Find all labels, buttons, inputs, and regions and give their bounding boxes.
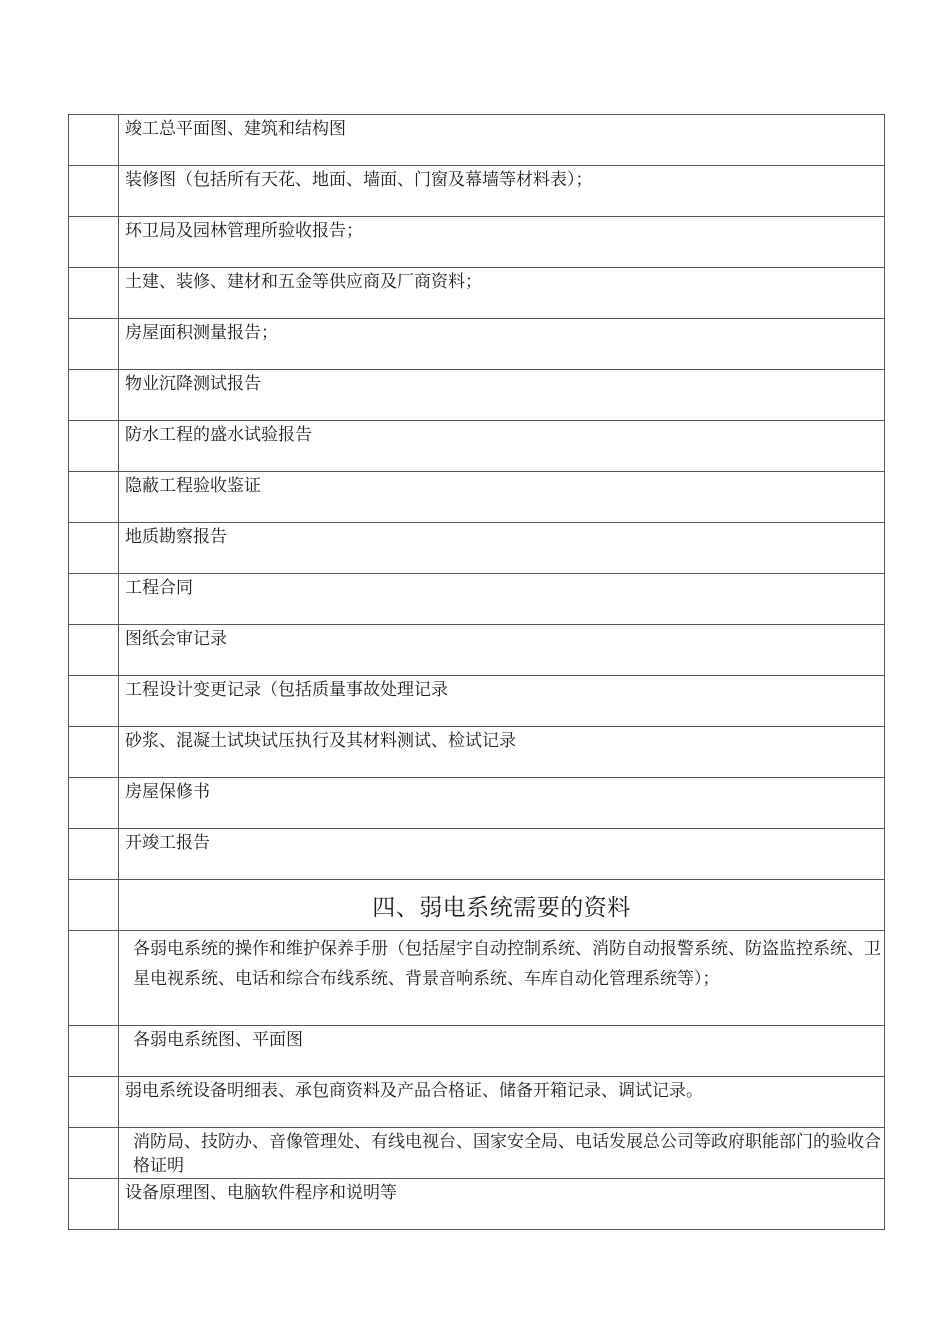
item-text: 房屋保修书 — [125, 782, 210, 802]
number-cell — [69, 1179, 119, 1230]
number-cell — [69, 931, 119, 1026]
table-row — [69, 778, 885, 829]
item-cell — [119, 1179, 885, 1230]
item-cell — [119, 727, 885, 778]
number-cell — [69, 166, 119, 217]
item-text: 各弱电系统的操作和维护保养手册（包括屋宇自动控制系统、消防自动报警系统、防盗监控系统、卫星电视系统、电话和综合布线系统、背景音响系统、车库自动化管理系统等）； — [133, 939, 881, 989]
number-cell — [69, 115, 119, 166]
item-cell — [119, 421, 885, 472]
section-heading: 四、弱电系统需要的资料 — [119, 880, 885, 931]
item-text: 地质勘察报告 — [125, 527, 227, 547]
table-row — [69, 574, 885, 625]
table-row — [69, 370, 885, 421]
number-cell — [69, 217, 119, 268]
item-text: 环卫局及园林管理所验收报告； — [125, 221, 363, 241]
item-text: 装修图（包括所有天花、地面、墙面、门窗及幕墙等材料表）； — [125, 170, 593, 190]
table-row — [69, 1128, 885, 1179]
table-row — [69, 931, 885, 1026]
item-text: 各弱电系统图、平面图 — [133, 1030, 303, 1050]
item-text: 物业沉降测试报告 — [125, 374, 261, 394]
item-cell — [119, 217, 885, 268]
number-cell — [69, 829, 119, 880]
item-cell — [119, 115, 885, 166]
item-cell — [119, 625, 885, 676]
table-row — [69, 829, 885, 880]
item-text: 砂浆、混凝土试块试压执行及其材料测试、检试记录 — [125, 731, 516, 751]
table-row — [69, 1026, 885, 1077]
item-text: 房屋面积测量报告； — [125, 323, 278, 343]
item-cell — [119, 166, 885, 217]
table-row — [69, 1077, 885, 1128]
table-row — [69, 115, 885, 166]
item-text: 开竣工报告 — [125, 833, 210, 853]
item-text: 消防局、技防办、音像管理处、有线电视台、国家安全局、电话发展总公司等政府职能部门的验收合格证明 — [133, 1132, 881, 1176]
item-text: 隐蔽工程验收鉴证 — [125, 476, 261, 496]
number-cell — [69, 1026, 119, 1077]
item-text: 土建、装修、建材和五金等供应商及厂商资料； — [125, 272, 482, 292]
table-row — [69, 217, 885, 268]
item-cell — [119, 676, 885, 727]
table-row — [69, 727, 885, 778]
table-row — [69, 1179, 885, 1230]
number-cell — [69, 1077, 119, 1128]
table-row — [69, 676, 885, 727]
item-cell — [119, 1077, 885, 1128]
item-cell — [119, 268, 885, 319]
number-cell — [69, 268, 119, 319]
item-text: 设备原理图、电脑软件程序和说明等 — [125, 1183, 397, 1203]
number-cell — [69, 778, 119, 829]
item-cell — [119, 829, 885, 880]
item-cell — [119, 472, 885, 523]
number-cell — [69, 574, 119, 625]
item-text: 工程设计变更记录（包括质量事故处理记录 — [125, 680, 448, 700]
number-cell — [69, 1128, 119, 1179]
table-row — [69, 166, 885, 217]
document-table — [68, 114, 885, 1230]
item-cell — [119, 778, 885, 829]
table-row — [69, 319, 885, 370]
table-row — [69, 625, 885, 676]
number-cell — [69, 880, 119, 931]
number-cell — [69, 625, 119, 676]
item-cell — [119, 1026, 885, 1077]
item-cell — [119, 319, 885, 370]
section-heading-row — [69, 880, 885, 931]
item-cell — [119, 523, 885, 574]
item-cell — [119, 931, 885, 1026]
item-cell — [119, 574, 885, 625]
table-row — [69, 472, 885, 523]
item-cell — [119, 370, 885, 421]
number-cell — [69, 370, 119, 421]
item-text: 竣工总平面图、建筑和结构图 — [125, 119, 346, 139]
number-cell — [69, 319, 119, 370]
number-cell — [69, 676, 119, 727]
table-row — [69, 268, 885, 319]
item-text: 工程合同 — [125, 578, 193, 598]
number-cell — [69, 421, 119, 472]
item-text: 弱电系统设备明细表、承包商资料及产品合格证、储备开箱记录、调试记录。 — [125, 1081, 703, 1101]
number-cell — [69, 727, 119, 778]
item-text: 防水工程的盛水试验报告 — [125, 425, 312, 445]
table-row — [69, 523, 885, 574]
number-cell — [69, 472, 119, 523]
item-text: 图纸会审记录 — [125, 629, 227, 649]
table-row — [69, 421, 885, 472]
number-cell — [69, 523, 119, 574]
item-cell — [119, 1128, 885, 1179]
